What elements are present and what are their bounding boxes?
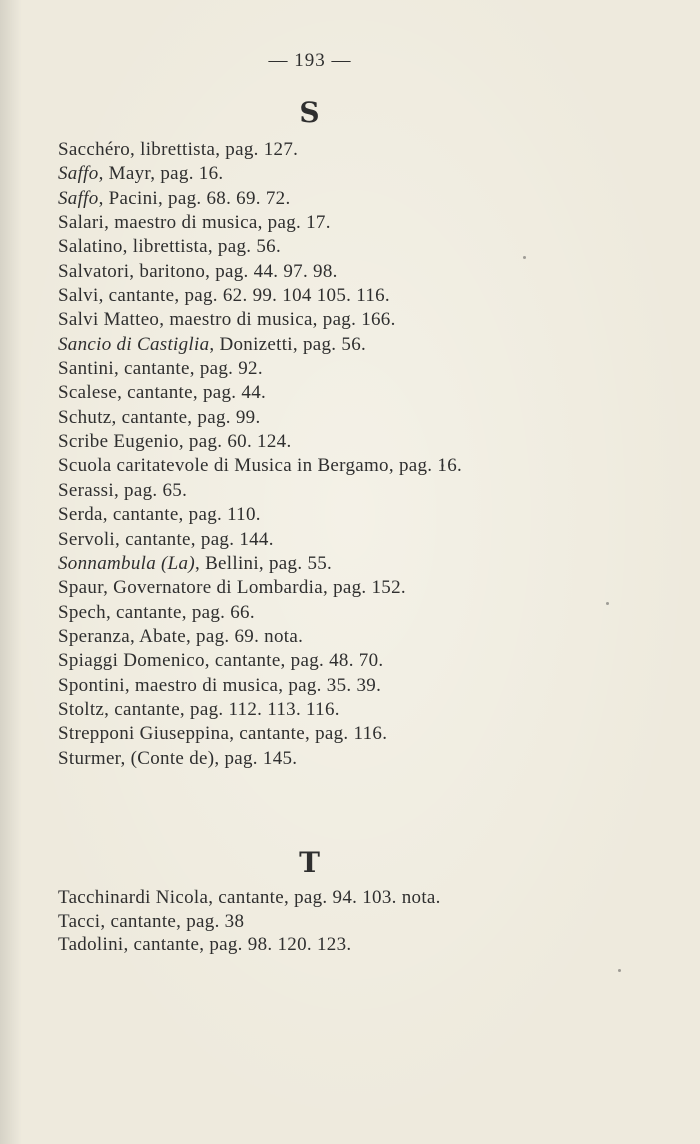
entry-details: , pag. 65. xyxy=(113,479,188,501)
entry-details: , pag. 145. xyxy=(214,747,298,769)
entry-details: , Governatore di Lombardia, pag. 152. xyxy=(103,577,406,599)
entry-name: Tadolini xyxy=(58,934,124,955)
index-entry xyxy=(58,625,678,649)
index-entry xyxy=(58,381,678,405)
entry-name: Schutz xyxy=(58,406,112,428)
entry-name: Serassi xyxy=(58,479,114,501)
entry-name: Salatino xyxy=(58,236,123,258)
paper-speck xyxy=(441,464,444,467)
entry-details: , cantante, pag. 48. 70. xyxy=(204,650,384,672)
entry-name: Sacchéro xyxy=(58,139,131,160)
section-letter-t: T xyxy=(299,846,321,879)
index-entry xyxy=(58,576,678,600)
index-entry xyxy=(58,479,678,503)
entry-details: , cantante, pag. 44. xyxy=(117,382,267,404)
entry-details: , Mayr, pag. 16. xyxy=(98,163,224,185)
entry-name: Scuola caritatevole di Musica in Bergamo xyxy=(58,455,389,477)
entry-name: Tacci xyxy=(58,910,101,932)
index-entry xyxy=(58,308,678,332)
paper-speck xyxy=(618,969,621,972)
entry-details: , Pacini, pag. 68. 69. 72. xyxy=(98,187,291,209)
entry-name: Salvi Matteo xyxy=(58,309,160,331)
entry-details: , maestro di musica, pag. 17. xyxy=(104,212,331,234)
entry-details: , cantante, pag. 62. 99. 104 105. 116. xyxy=(98,285,390,307)
entry-name: Santini xyxy=(58,358,114,380)
index-entry xyxy=(58,162,678,186)
index-entry xyxy=(58,649,678,673)
entry-name: Spontini xyxy=(58,674,125,696)
entry-details: , cantante, pag. 99. xyxy=(111,406,261,428)
entry-name: Serda xyxy=(58,504,103,526)
entry-name: Spaur xyxy=(58,577,104,599)
entry-details: , Bellini, pag. 55. xyxy=(194,552,333,574)
entry-details: , pag. 60. 124. xyxy=(178,431,292,453)
paper-speck xyxy=(606,602,609,605)
entry-details: , cantante, pag. 112. 113. 116. xyxy=(104,698,340,720)
entry-details: , cantante, pag. 116. xyxy=(229,723,388,745)
entry-details: , maestro di musica, pag. 35. 39. xyxy=(124,674,382,696)
index-entry xyxy=(58,187,678,211)
entry-name: Scribe Eugenio xyxy=(58,431,179,453)
index-entry xyxy=(58,430,678,454)
index-entry xyxy=(58,747,678,771)
index-entry xyxy=(58,698,678,722)
entry-title: Sancio di Castiglia xyxy=(58,333,210,355)
index-entry xyxy=(58,886,678,910)
index-entry xyxy=(58,211,678,235)
index-entry xyxy=(58,722,678,746)
entry-name: Strepponi Giuseppina xyxy=(58,723,230,745)
entry-name: Scalese xyxy=(58,382,118,404)
index-entry xyxy=(58,333,678,357)
entry-details: , cantante, pag. 92. xyxy=(113,358,263,380)
page-number: — 193 — xyxy=(268,50,352,71)
entry-details: , baritono, pag. 44. 97. 98. xyxy=(129,260,338,282)
entry-name: Salari xyxy=(58,212,105,234)
index-list-t xyxy=(58,886,678,957)
paper-speck xyxy=(523,256,526,259)
entry-details: , cantante, pag. 144. xyxy=(115,528,274,550)
entry-details: , cantante, pag. 98. 120. 123. xyxy=(123,934,352,955)
index-entry xyxy=(58,357,678,381)
entry-details: , librettista, pag. 56. xyxy=(122,236,282,258)
entry-title: Saffo xyxy=(58,163,99,185)
entry-name: Salvi xyxy=(58,285,99,307)
entry-name: Servoli xyxy=(58,528,115,550)
index-entry xyxy=(58,138,678,162)
index-entry xyxy=(58,406,678,430)
index-entry xyxy=(58,933,678,957)
entry-title: Saffo xyxy=(58,187,99,209)
entry-details: , cantante, pag. 38 xyxy=(100,910,245,932)
index-entry xyxy=(58,552,678,576)
index-entry xyxy=(58,454,678,478)
index-entry xyxy=(58,910,678,934)
entry-details: , Donizetti, pag. 56. xyxy=(209,333,367,355)
index-entry xyxy=(58,503,678,527)
entry-details: , maestro di musica, pag. 166. xyxy=(159,309,396,331)
entry-name: Stoltz xyxy=(58,698,105,720)
index-entry xyxy=(58,284,678,308)
entry-details: , cantante, pag. 94. 103. nota. xyxy=(208,887,441,908)
entry-name: Spiaggi Domenico xyxy=(58,650,205,672)
index-entry xyxy=(58,528,678,552)
entry-name: Sturmer, (Conte de) xyxy=(58,747,215,769)
index-entry xyxy=(58,260,678,284)
index-entry xyxy=(58,674,678,698)
entry-title: Sonnambula (La) xyxy=(58,552,195,574)
index-entry xyxy=(58,601,678,625)
entry-name: Spech xyxy=(58,601,106,623)
entry-name: Speranza xyxy=(58,625,131,647)
entry-details: , cantante, pag. 110. xyxy=(102,504,261,526)
index-list-s xyxy=(58,138,678,771)
entry-name: Tacchinardi Nicola xyxy=(58,887,209,908)
index-entry xyxy=(58,235,678,259)
entry-details: , Abate, pag. 69. nota. xyxy=(130,625,304,647)
entry-details: , librettista, pag. 127. xyxy=(130,139,299,160)
entry-details: , cantante, pag. 66. xyxy=(105,601,255,623)
entry-details: , pag. 16. xyxy=(388,455,463,477)
entry-name: Salvatori xyxy=(58,260,130,282)
section-letter-s: S xyxy=(299,96,321,129)
